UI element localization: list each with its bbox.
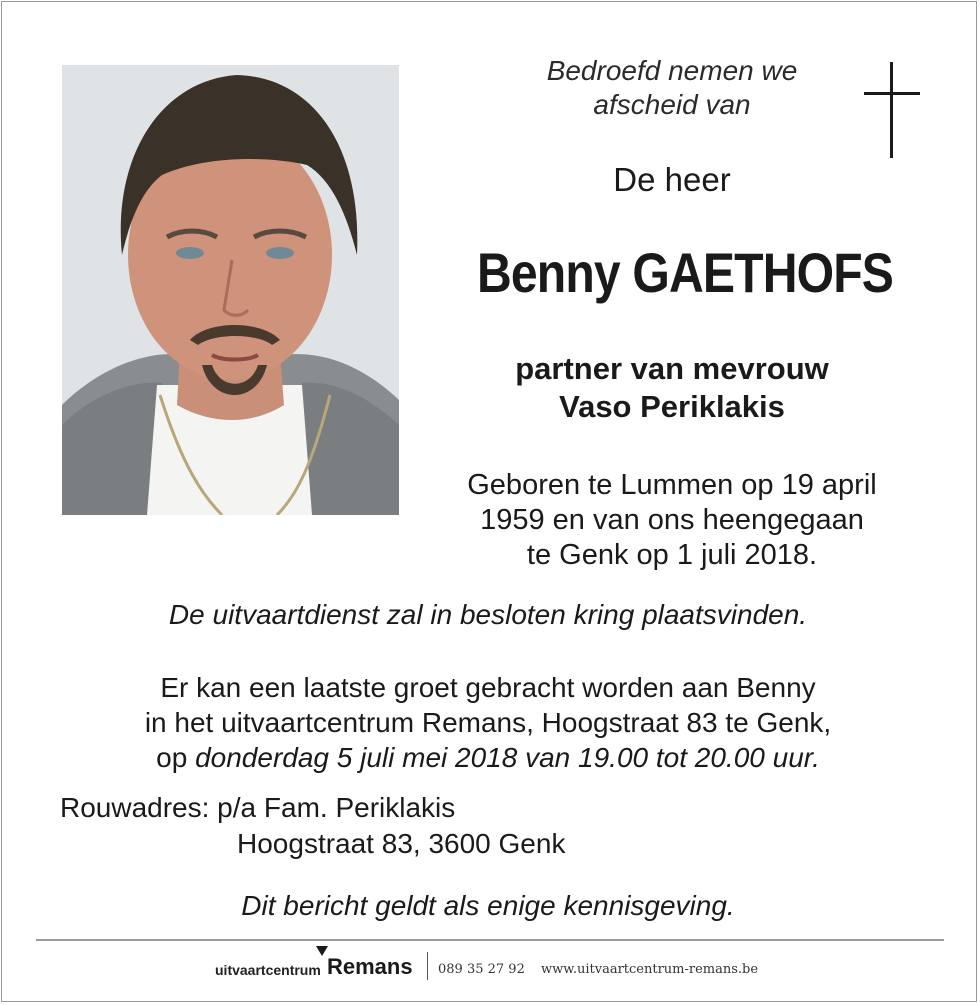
greeting-line-1: Er kan een laatste groet gebracht worden aan Benny (160, 672, 816, 703)
greeting-line-3-italic: donderdag 5 juli mei 2018 van 19.00 tot 20.00 uur. (195, 742, 820, 773)
footer (0, 946, 980, 996)
portrait-photo (62, 65, 399, 515)
birth-death-text (440, 468, 904, 573)
born-line-3: te Genk op 1 juli 2018. (526, 539, 818, 571)
address-label: Rouwadres: p/a Fam. Periklakis (60, 792, 456, 823)
partner-line-1: partner van mevrouw (515, 351, 829, 386)
partner-text (440, 350, 904, 426)
intro-line-2: afscheid van (593, 89, 751, 120)
deceased-name: Benny GAETHOFS (476, 241, 894, 304)
address-line-2: Hoogstraat 83, 3600 Genk (237, 828, 566, 859)
partner-line-2: Vaso Periklakis (559, 389, 785, 424)
born-line-2: 1959 en van ons heengegaan (480, 504, 864, 536)
greeting-line-3-prefix: op (156, 742, 196, 773)
service-text: De uitvaartdienst zal in besloten kring plaatsvinden. (168, 599, 808, 630)
brand-prefix: uitvaartcentrum (215, 962, 321, 978)
honorific-title: De heer (613, 161, 731, 198)
footer-separator (427, 952, 428, 980)
intro-line-1: Bedroefd nemen we (546, 55, 798, 86)
born-line-1: Geboren te Lummen op 19 april (467, 469, 877, 501)
intro-text (440, 54, 904, 122)
greeting-line-3 (20, 740, 956, 775)
notice-text: Dit bericht geldt als enige kennisgeving. (241, 890, 735, 921)
footer-divider (36, 939, 944, 941)
greeting-line-2: in het uitvaartcentrum Remans, Hoogstraat 83 te Genk, (144, 707, 832, 738)
footer-website: www.uitvaartcentrum-remans.be (541, 962, 759, 977)
footer-phone: 089 35 27 92 (438, 962, 525, 977)
brand-name: Remans (327, 954, 413, 979)
greeting-text (20, 670, 956, 775)
